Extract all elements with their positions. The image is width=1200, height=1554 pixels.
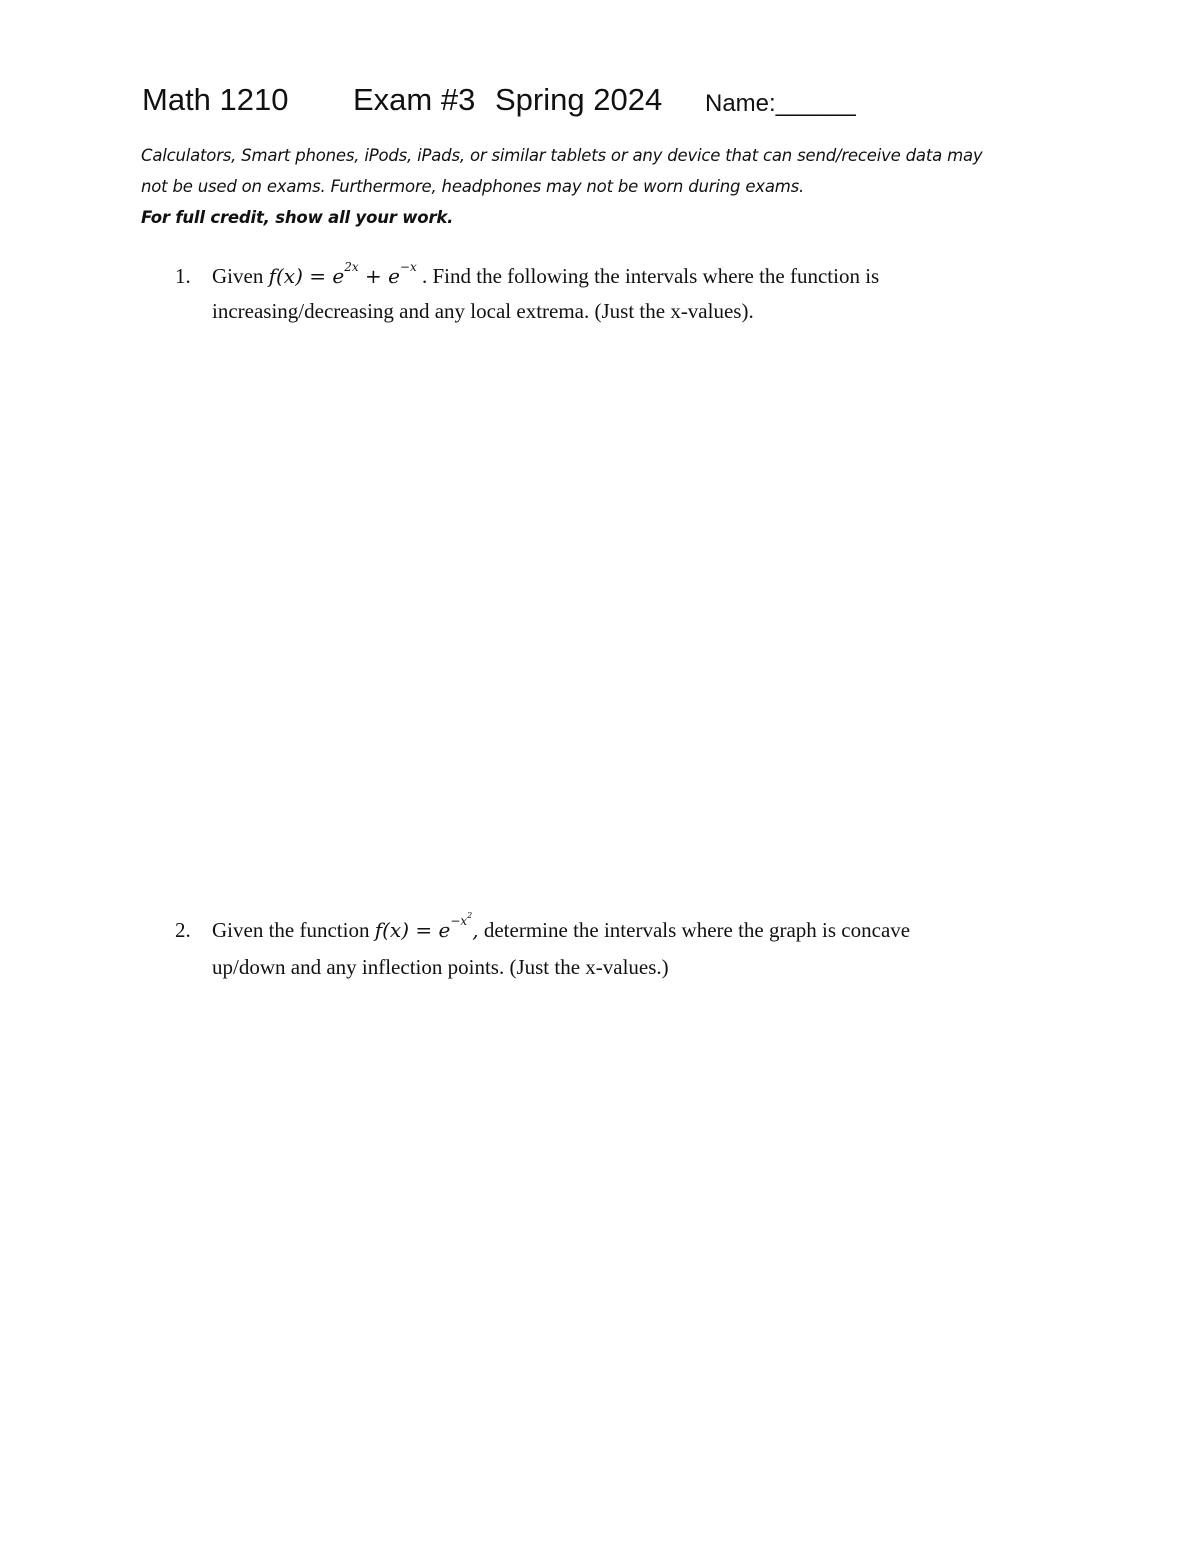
exam-term: Spring 2024 — [495, 82, 663, 117]
question-prefix: Given the function — [212, 918, 375, 942]
formula-exponent-base: −x — [450, 914, 468, 928]
question-line-2: increasing/decreasing and any local extrema. (Just the x-values). — [212, 299, 754, 323]
function-formula — [268, 260, 417, 288]
course-title: Math 1210 — [142, 82, 289, 117]
formula-lhs: f(x) = e — [374, 918, 451, 942]
formula-exponent-square: 2 — [467, 911, 473, 920]
question-prefix: Given — [212, 264, 269, 288]
question-text: . Find the following the intervals where the function is — [416, 264, 880, 288]
name-field-label: Name:______ — [705, 90, 856, 117]
function-formula — [374, 911, 479, 942]
question-number: 2. — [175, 918, 191, 942]
formula-exponent-1: 2x — [344, 260, 359, 274]
formula-lhs: f(x) = e — [268, 264, 345, 288]
question-number: 1. — [175, 264, 191, 288]
question-text: determine the intervals where the graph is concave — [478, 918, 911, 942]
instructions-line-2: not be used on exams. Furthermore, headphones may not be worn during exams. — [141, 177, 805, 196]
instructions-line-1: Calculators, Smart phones, iPods, iPads, or similar tablets or any device that can send/receive data may — [141, 146, 983, 165]
exam-number: Exam #3 — [353, 82, 476, 117]
question-line-1 — [212, 911, 1072, 951]
exam-instructions — [141, 140, 1101, 233]
question-body — [212, 911, 1072, 983]
formula-middle: + e — [358, 264, 400, 288]
formula-exponent-2: −x — [399, 260, 417, 274]
question-line-2: up/down and any inflection points. (Just the x-values.) — [212, 955, 669, 979]
formula-tail: , — [472, 918, 479, 942]
formula-exponent — [450, 911, 473, 928]
question-line-1 — [212, 260, 1072, 295]
full-credit-note: For full credit, show all your work. — [141, 208, 454, 227]
question-body — [212, 260, 1072, 327]
